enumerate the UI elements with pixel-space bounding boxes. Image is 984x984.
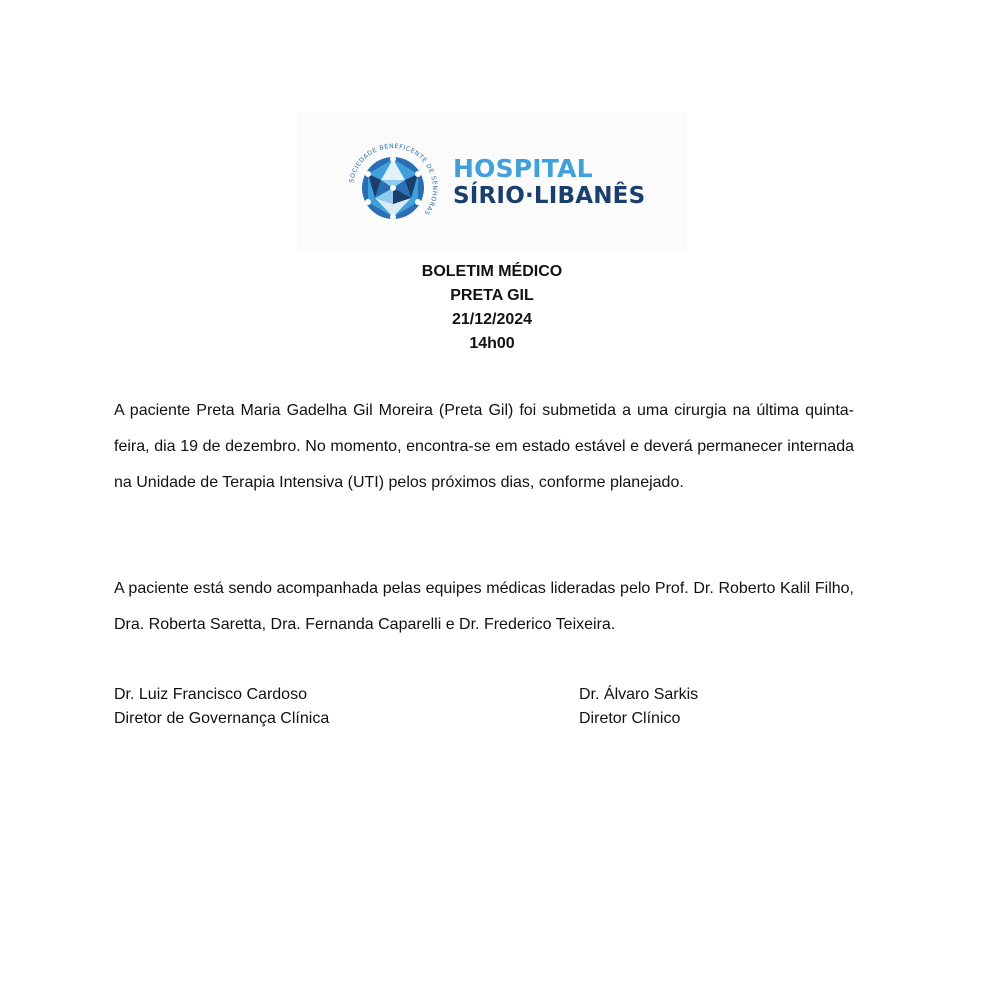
bulletin-time: 14h00	[469, 335, 515, 352]
bulletin-title: BOLETIM MÉDICO	[421, 263, 563, 280]
logo-ring-text: SOCIEDADE BENEFICENTE DE SENHORAS	[348, 142, 439, 217]
bulletin-header	[0, 260, 984, 356]
hospital-logo	[297, 112, 687, 252]
signature-right	[579, 683, 698, 731]
hospital-emblem-icon	[347, 142, 439, 234]
signature-name: Dr. Luiz Francisco Cardoso	[114, 686, 307, 703]
signature-name: Dr. Álvaro Sarkis	[579, 686, 699, 703]
paragraph-status: A paciente Preta Maria Gadelha Gil Moreira (Preta Gil) foi submetida a uma cirurgia na última quinta-feira, dia 19 de dezembro. No momento, encontra-se em estado estável e deverá permanecer internada na Unidade de Terapia Intensiva (UTI) pelos próximos dias, conforme planejado.	[114, 402, 854, 491]
paragraph-medical-team: A paciente está sendo acompanhada pelas equipes médicas lideradas pelo Prof. Dr. Roberto Kalil Filho, Dra. Roberta Saretta, Dra. Fernanda Caparelli e Dr. Frederico Teixeira.	[114, 580, 854, 633]
signature-role: Diretor de Governança Clínica	[114, 710, 330, 727]
patient-name: PRETA GIL	[450, 287, 534, 304]
logo-line-hospital: HOSPITAL	[453, 154, 593, 183]
signature-role: Diretor Clínico	[579, 710, 681, 727]
signature-left	[114, 683, 329, 731]
bulletin-date: 21/12/2024	[451, 311, 533, 328]
logo-line-sirio-libanes: SÍRIO·LIBANÊS	[453, 183, 646, 209]
logo-wordmark	[453, 156, 645, 208]
